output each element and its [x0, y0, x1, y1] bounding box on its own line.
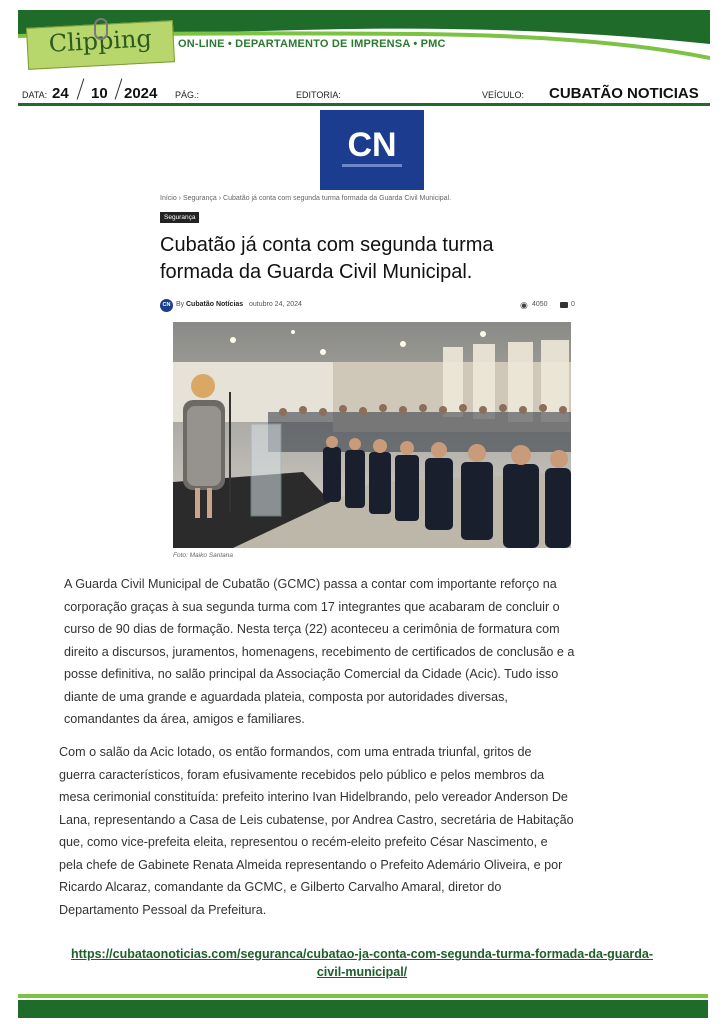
cn-logo-graphic: [320, 110, 424, 190]
outlet-name: CUBATÃO NOTICIAS: [549, 85, 699, 102]
page-label: PÁG.:: [175, 90, 200, 100]
date-separator: [115, 78, 123, 99]
section-label: EDITORIA:: [296, 90, 341, 100]
headline-line: formada da Guarda Civil Municipal.: [160, 261, 473, 283]
header-banner: [0, 0, 724, 75]
date-day: 24: [52, 85, 69, 102]
ceremony-photo-illustration: [173, 322, 571, 548]
comment-count: 0: [571, 301, 575, 308]
cn-logo-text: CN: [347, 126, 397, 164]
paragraph-line: Ricardo Alcaraz, comandante da GCMC, e Gilberto Carvalho Amaral, diretor do: [59, 880, 502, 894]
body-paragraph-1: [64, 573, 574, 731]
footer-accent-line: [18, 994, 708, 998]
source-link-line[interactable]: https://cubataonoticias.com/seguranca/cubatao-ja-conta-com-segunda-turma-formada-da-guarda-: [70, 947, 654, 961]
paragraph-line: Com o salão da Acic lotado, os então formandos, com uma entrada triunfal, gritos de: [59, 745, 532, 759]
category-badge[interactable]: Segurança: [160, 212, 199, 223]
date-month: 10: [91, 85, 108, 102]
cn-site-logo: [320, 110, 424, 190]
clipping-label: Clipping: [48, 24, 153, 58]
outlet-label: VEÍCULO:: [482, 90, 525, 100]
comment-icon[interactable]: [560, 302, 568, 308]
breadcrumb[interactable]: Início › Segurança › Cubatão já conta com segunda turma formada da Guarda Civil Municipal.: [160, 195, 452, 202]
eye-icon: ◉: [520, 300, 528, 310]
paragraph-line: diante de uma grande e aguardada plateia, composta por autoridades diversas,: [64, 689, 508, 704]
source-link-line[interactable]: civil-municipal/: [316, 965, 408, 979]
author-name[interactable]: Cubatão Notícias: [186, 301, 244, 308]
date-separator: [77, 78, 85, 99]
source-link[interactable]: [30, 945, 694, 981]
article-photo: [173, 322, 571, 548]
author-avatar[interactable]: CN: [160, 299, 173, 312]
paragraph-line: A Guarda Civil Municipal de Cubatão (GCMC) passa a contar com importante reforço na: [64, 577, 557, 591]
paragraph-line: pela chefe de Gabinete Renata Almeida representando o Prefeito Ademário Oliveira, e por: [59, 857, 563, 872]
paragraph-line: curso de 90 dias de formação. Nesta terça (22) aconteceu a cerimônia de formatura com: [64, 622, 560, 636]
paragraph-line: que, como vice-prefeita eleita, representou o recém-eleito prefeito César Nascimento, e: [59, 835, 548, 849]
paragraph-line: Departamento Pessoal da Prefeitura.: [59, 902, 267, 917]
author-row: [160, 299, 580, 313]
paragraph-line: guerra característicos, foram efusivamente recebidos pelo público e pelos membros da: [59, 767, 545, 782]
meta-divider: [18, 103, 710, 106]
body-paragraph-2: [59, 741, 574, 921]
paragraph-line: corporação graças à sua segunda turma com 17 integrantes que acabaram de concluir o: [64, 599, 560, 614]
date-year: 2024: [124, 85, 158, 102]
view-count: 4050: [532, 301, 548, 308]
paragraph-line: direito a discursos, juramentos, homenagens, recebimento de certificados de conclusão e a: [64, 644, 575, 659]
photo-caption: Foto: Maiko Santana: [173, 552, 233, 559]
department-title: ON-LINE • DEPARTAMENTO DE IMPRENSA • PMC: [178, 38, 446, 50]
paragraph-line: mesa cerimonial constituída: prefeito interino Ivan Hidelbrando, pelo vereador Anderson De: [59, 790, 568, 804]
paragraph-line: comandantes da área, amigos e familiares.: [64, 712, 305, 726]
footer-bar: [18, 1000, 708, 1018]
date-label: DATA:: [22, 90, 48, 100]
article-headline: [160, 232, 580, 286]
paragraph-line: Lana, representando a Casa de Leis cubatense, por Andrea Castro, secretária de Habitação: [59, 812, 574, 827]
author-prefix: By: [176, 301, 185, 308]
headline-line: Cubatão já conta com segunda turma: [160, 234, 494, 256]
paperclip-icon: [94, 18, 108, 40]
paragraph-line: posse definitiva, no salão principal da Associação Comercial da Cidade (Acic). Tudo isso: [64, 667, 559, 681]
publish-date: outubro 24, 2024: [249, 301, 302, 308]
